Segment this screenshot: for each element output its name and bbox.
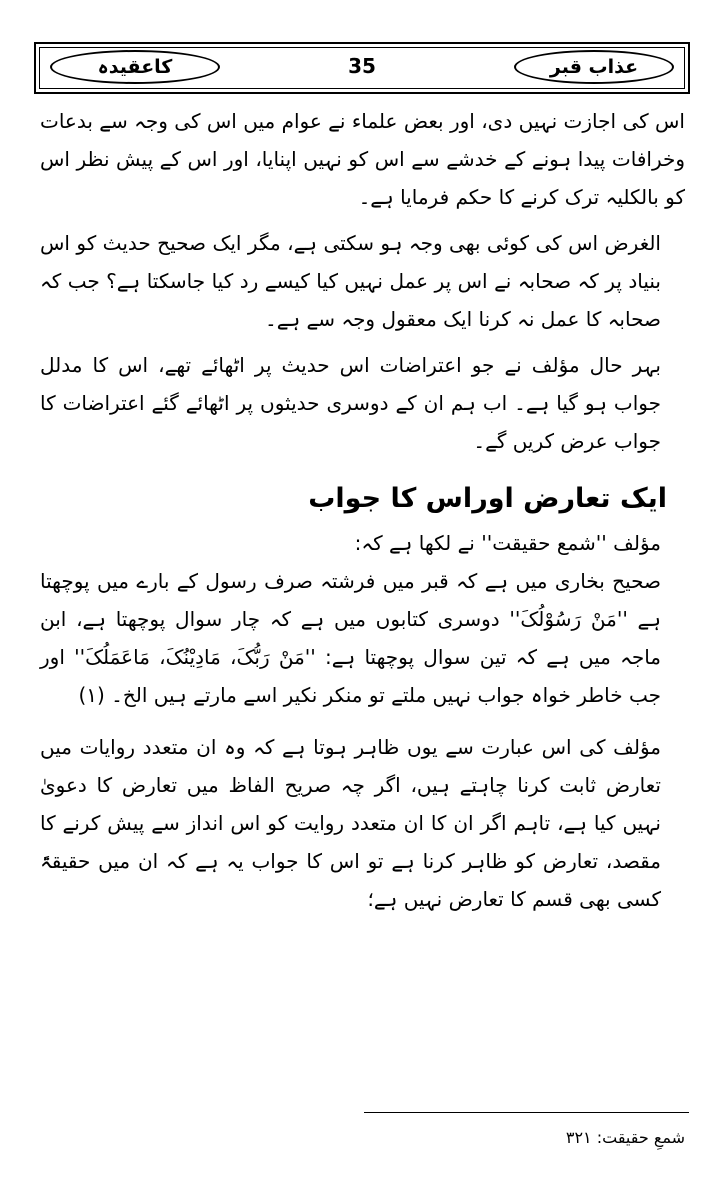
paragraph-2: الغرض اس کی کوئی بھی وجہ ہو سکتی ہے، مگر ایک صحیح حدیث کو اس بنیاد پر کہ صحابہ نے اس پر عمل نہیں کیا کیسے رد کیا جاسکتا ہے؟ جب کہ صحابہ کا عمل نہ کرنا ایک معقول وجہ سے ہے۔ — [40, 231, 661, 331]
section-heading: ایک تعارض اوراس کا جواب — [308, 483, 667, 514]
paragraph-response: مؤلف کی اس عبارت سے یوں ظاہر ہوتا ہے کہ وہ ان متعدد روایات میں تعارض ثابت کرنا چاہتے ہیں، اگر چہ صریح الفاظ میں تعارض کا دعویٰ نہیں کیا ہے، تاہم اگر ان کا ان متعدد روایت کو اس انداز سے پیش کرنے کا مقصد، تعارض کو ظاہر کرنا ہے تو اس کا جواب یہ ہے کہ ان میں حقیقۃً کسی بھی قسم کا تعارض نہیں ہے؛ — [40, 735, 661, 911]
paragraph-intro: مؤلف ''شمع حقیقت'' نے لکھا ہے کہ: — [354, 531, 661, 555]
paragraph-1: اس کی اجازت نہیں دی، اور بعض علماء نے عوام میں اس کی وجہ سے بدعات وخرافات پیدا ہونے کے خدشے سے اس کو نہیں اپنایا، اور اس کے پیش نظر اس کو بالکلیہ ترک کرنے کا حکم فرمایا ہے۔ — [40, 109, 685, 209]
page-header — [34, 42, 690, 94]
page-body — [40, 102, 685, 918]
paragraph-3: بہر حال مؤلف نے جو اعتراضات اس حدیث پر اٹھائے تھے، اس کا مدلل جواب ہو گیا ہے۔ اب ہم ان کے دوسری حدیثوں پر اٹھائے گئے اعتراضات کا جواب عرض کریں گے۔ — [40, 353, 661, 453]
footnote-divider — [364, 1112, 689, 1113]
footnote: شمعِ حقیقت: ۳۲۱ — [565, 1128, 685, 1147]
header-title-left: کاعقیدہ — [50, 50, 220, 84]
quoted-passage: صحیح بخاری میں ہے کہ قبر میں فرشتہ صرف رسول کے بارے میں پوچھتا ہے ''مَنْ رَسُوْلُکَ'' دوسری کتابوں میں ہے کہ چار سوال پوچھتا ہے، ابن ماجہ میں ہے کہ تین سوال پوچھتا ہے: ''مَنْ رَبُّکَ، مَادِیْنُکَ، مَاعَمَلُکَ'' اور جب خاطر خواہ جواب نہیں ملتے تو منکر نکیر اسے مارتے ہیں الخ۔ (۱) — [40, 569, 661, 707]
header-title-right: عذاب قبر — [514, 50, 674, 84]
page-number: 35 — [348, 54, 376, 78]
